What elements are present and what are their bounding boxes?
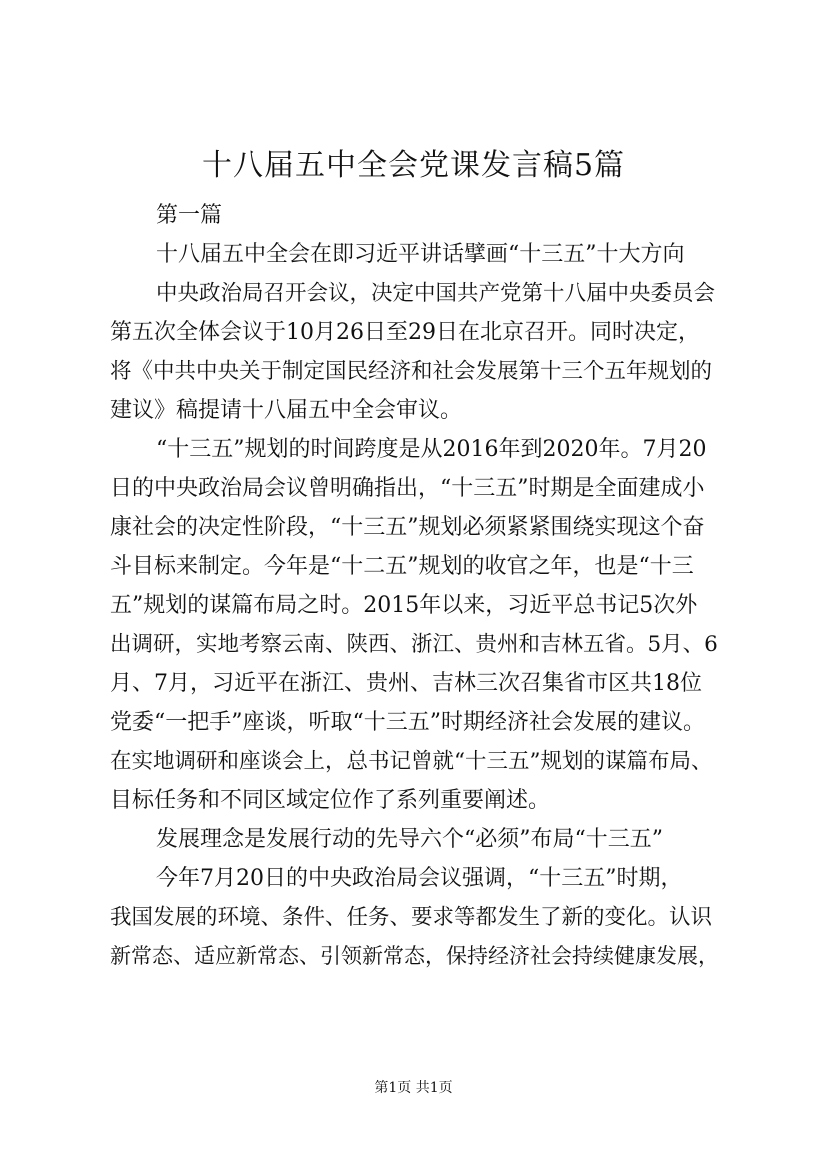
- text-line: 目标任务和不同区域定位作了系列重要阐述。: [110, 788, 551, 813]
- page-title: 十八届五中全会党课发言稿5篇: [201, 148, 626, 183]
- text-line: 我国发展的环境、条件、任务、要求等都发生了新的变化。认识: [110, 905, 713, 930]
- text-line: 斗目标来制定。今年是“十二五”规划的收官之年，也是“十三: [110, 554, 694, 579]
- text-line: “十三五”规划的时间跨度是从2016年到2020年。7月20: [156, 437, 707, 462]
- text-line: 新常态、适应新常态、引领新常态，保持经济社会持续健康发展，: [110, 944, 719, 968]
- text-line: 在实地调研和座谈会上，总书记曾就“十三五”规划的谋篇布局、: [110, 749, 713, 774]
- text-line: 建议》稿提请十八届五中全会审议。: [110, 398, 463, 423]
- text-line: 第五次全体会议于10月26日至29日在北京召开。同时决定，: [110, 320, 700, 345]
- text-line: 中央政治局召开会议，决定中国共产党第十八届中央委员会: [156, 281, 716, 306]
- text-line: 党委“一把手”座谈，听取“十三五”时期经济社会发展的建议。: [110, 710, 705, 735]
- text-line: 将《中共中央关于制定国民经济和社会发展第十三个五年规划的: [110, 359, 713, 384]
- text-line: 十八届五中全会在即习近平讲话擘画“十三五”十大方向: [156, 242, 685, 267]
- text-line: 发展理念是发展行动的先导六个“必须”布局“十三五”: [156, 827, 663, 852]
- text-line: 五”规划的谋篇布局之时。2015年以来，习近平总书记5次外: [110, 593, 698, 618]
- text-line: 康社会的决定性阶段，“十三五”规划必须紧紧围绕实现这个奋: [110, 515, 705, 540]
- page-footer: 第1页 共1页: [374, 1080, 453, 1096]
- text-line: 出调研，实地考察云南、陕西、浙江、贵州和吉林五省。5月、6: [110, 632, 718, 657]
- text-line: 日的中央政治局会议曾明确指出，“十三五”时期是全面建成小: [110, 476, 705, 501]
- document-body: [110, 196, 720, 976]
- text-line: 月、7月，习近平在浙江、贵州、吉林三次召集省市区共18位: [110, 671, 702, 696]
- text-line: 今年7月20日的中央政治局会议强调，“十三五”时期，: [156, 866, 683, 891]
- text-line: 第一篇: [156, 203, 223, 228]
